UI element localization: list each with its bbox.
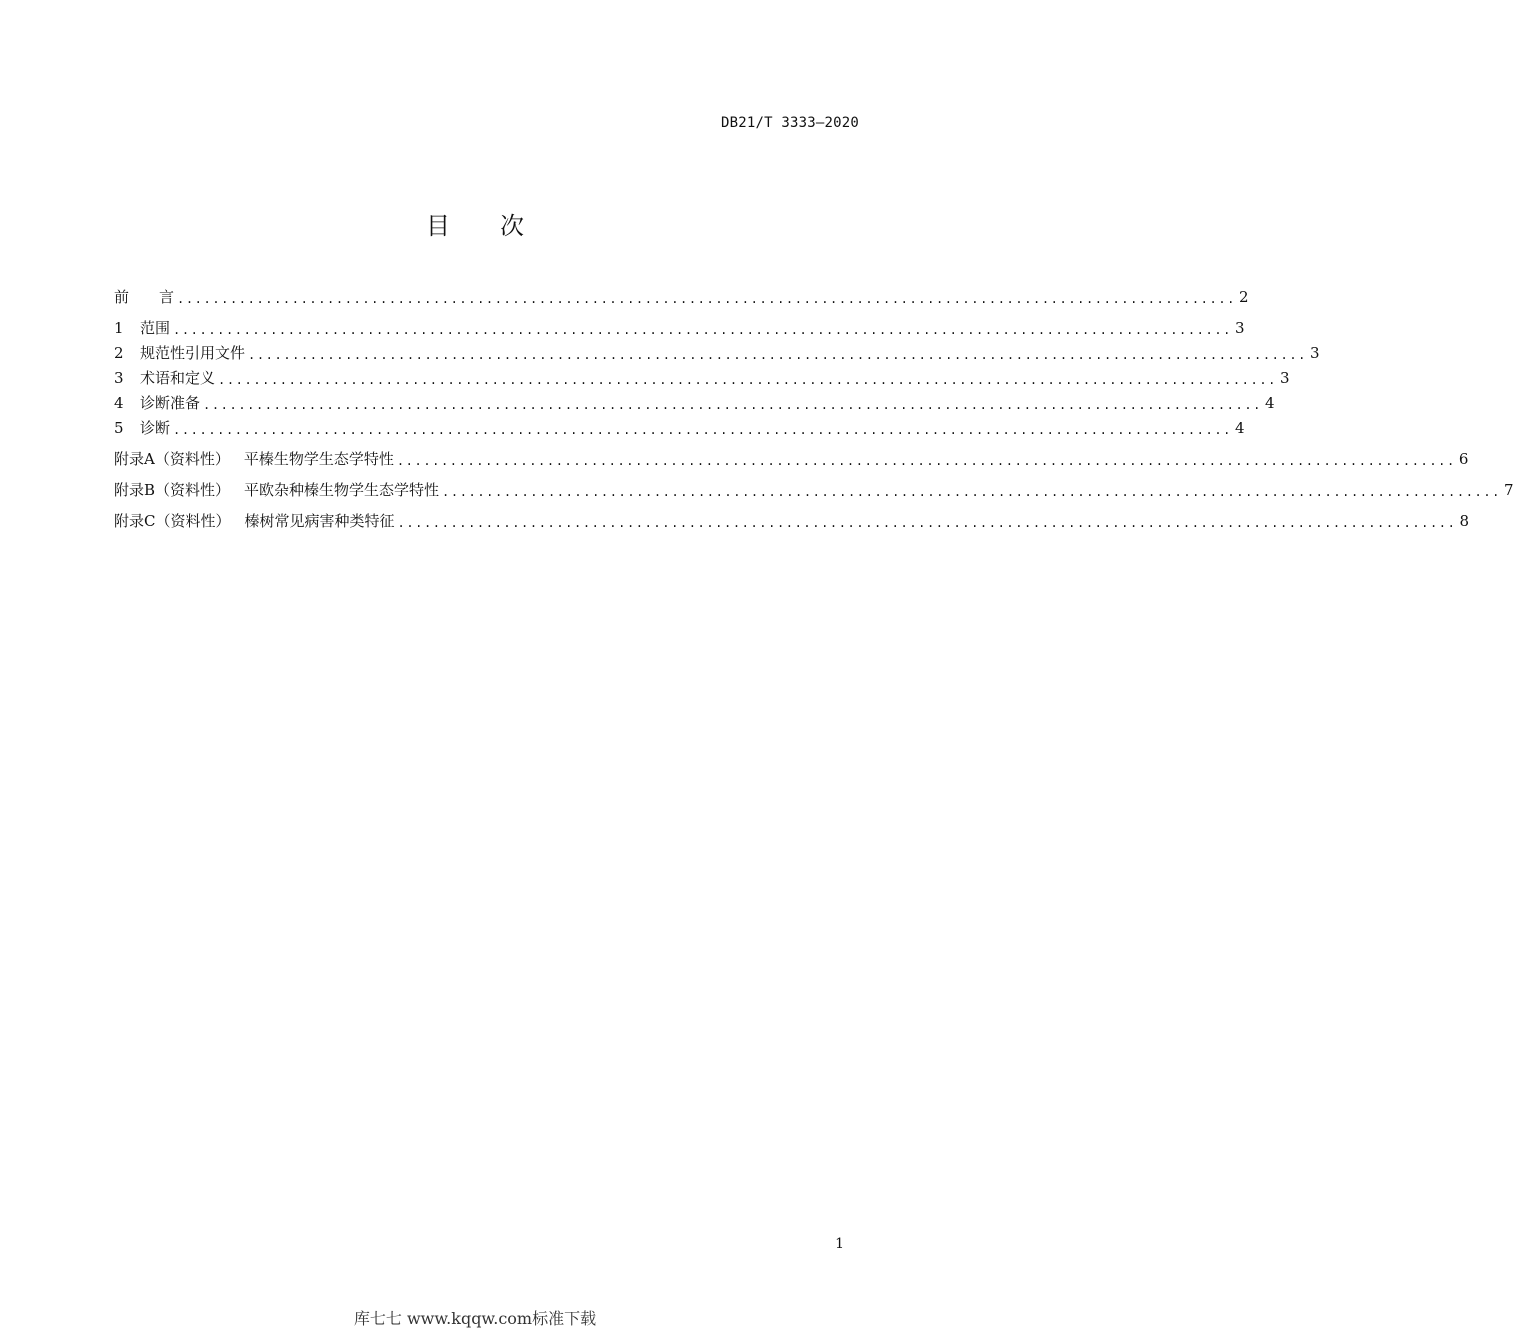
toc-label: 榛树常见病害种类特征 [244, 512, 395, 530]
page-number: 1 [835, 1236, 844, 1252]
toc-section-number: 5 [114, 419, 124, 437]
toc-label-foreword-b: 言 [159, 288, 175, 306]
dot-leader: ........................................................................................................................ [173, 323, 1232, 337]
dot-leader: ........................................................................................................................ [396, 454, 1456, 468]
toc-page-number: 7 [1504, 481, 1514, 499]
toc-label-foreword-a: 前 [114, 288, 130, 306]
dot-leader: ........................................................................................................................ [173, 423, 1232, 437]
toc-page-number: 4 [1234, 419, 1245, 437]
toc-appendix-prefix: 附录B（资料性） [114, 481, 231, 499]
toc-page-number: 3 [1309, 344, 1320, 362]
toc-label: 诊断准备 [140, 394, 201, 412]
dot-leader: ........................................................................................................................ [397, 516, 1457, 530]
toc-label: 平欧杂种榛生物学生态学特性 [244, 481, 440, 499]
toc-page-number: 6 [1458, 450, 1469, 468]
toc-page-number: 2 [1238, 288, 1249, 306]
dot-leader: ........................................................................................................................ [177, 292, 1236, 306]
toc-section-number: 4 [114, 394, 124, 412]
toc-entry-appendix-a[interactable] [114, 447, 1469, 471]
toc-appendix-prefix: 附录A（资料性） [114, 450, 230, 468]
standard-code: DB21/T 3333—2020 [720, 115, 859, 131]
toc-section-number: 3 [114, 369, 124, 387]
toc-section-number: 2 [114, 344, 124, 362]
toc-label: 规范性引用文件 [140, 344, 246, 362]
dot-leader: ........................................................................................................................ [218, 373, 1277, 387]
toc-entry-3[interactable] [114, 366, 1290, 390]
page-title [0, 206, 950, 241]
toc-page-number: 3 [1279, 369, 1290, 387]
title-char-1: 目 [426, 212, 450, 240]
toc-page-number: 4 [1264, 394, 1275, 412]
watermark-footer: 库七七 www.kqqw.com标准下载 [353, 1309, 597, 1328]
dot-leader: ........................................................................................................................ [442, 485, 1501, 499]
toc-page-number: 3 [1234, 319, 1245, 337]
toc-section-number: 1 [114, 319, 124, 337]
toc-entry-appendix-c[interactable] [114, 509, 1469, 533]
toc-entry-foreword[interactable] [114, 285, 1249, 309]
toc-entry-1[interactable] [114, 316, 1245, 340]
toc-entry-appendix-b[interactable] [114, 478, 1514, 502]
toc-entry-2[interactable] [114, 341, 1320, 365]
toc-label: 范围 [140, 319, 171, 337]
toc-label: 平榛生物学生态学特性 [243, 450, 394, 468]
toc-label: 诊断 [140, 419, 171, 437]
toc-appendix-prefix: 附录C（资料性） [114, 512, 231, 530]
toc-label: 术语和定义 [140, 369, 216, 387]
toc-entry-4[interactable] [114, 391, 1275, 415]
dot-leader: ........................................................................................................................ [203, 398, 1262, 412]
toc-page-number: 8 [1459, 512, 1469, 530]
title-char-2: 次 [500, 212, 524, 240]
dot-leader: ........................................................................................................................ [248, 348, 1307, 362]
toc-entry-5[interactable] [114, 416, 1245, 440]
